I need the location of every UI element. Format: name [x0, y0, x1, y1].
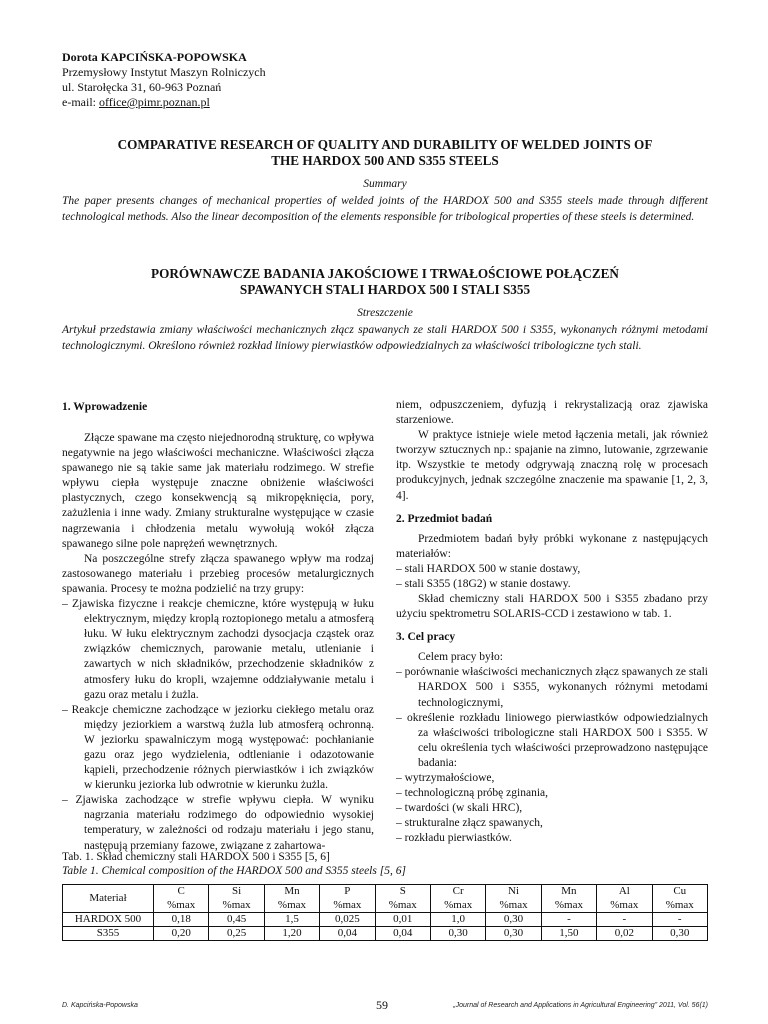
element-symbol: Mn	[284, 885, 300, 897]
chemical-composition-table	[62, 884, 708, 941]
row-material: S355	[63, 927, 154, 941]
right-column	[396, 398, 708, 846]
subject-paragraph: Przedmiotem badań były próbki wykonane z następujących materiałów:	[396, 532, 708, 560]
email-label: e-mail:	[62, 95, 99, 109]
test-item-5: – rozkładu pierwiastków.	[396, 832, 512, 845]
element-symbol: Al	[618, 885, 630, 897]
title-en-line2: THE HARDOX 500 AND S355 STEELS	[271, 153, 499, 168]
header-element	[652, 885, 707, 913]
page-number: 59	[376, 998, 388, 1012]
element-unit: %max	[333, 898, 362, 911]
table-cell: 0,30	[652, 927, 707, 941]
element-unit: %max	[167, 898, 196, 911]
title-en	[62, 137, 708, 169]
streszczenie-label: Streszczenie	[357, 307, 413, 319]
element-symbol: Ni	[508, 885, 520, 897]
intro-list-item-3: – Zjawiska zachodzące w strefie wpływu ciepła. W wyniku nagrzania materiału rodzimego do odpowiednio wysokiej temperatury, w zależności od rodzaju materiału i jego stanu, następują przemiany fazowe, związane z zahartowa-	[62, 794, 374, 852]
author-address: ul. Starołęcka 31, 60-963 Poznań	[62, 80, 222, 94]
heading-goal: 3. Cel pracy	[396, 631, 456, 644]
test-item-3: – twardości (w skali HRC),	[396, 802, 523, 815]
table-cell: 0,45	[209, 913, 264, 927]
heading-subject: 2. Przedmiot badań	[396, 512, 493, 525]
header-element	[486, 885, 541, 913]
table-cell: 0,20	[154, 927, 209, 941]
goal-intro: Celem pracy było:	[418, 651, 503, 664]
author-block	[62, 50, 266, 110]
table-cell: 1,5	[264, 913, 319, 927]
header-element	[320, 885, 375, 913]
author-institute: Przemysłowy Instytut Maszyn Rolniczych	[62, 65, 266, 79]
table-cell: 1,20	[264, 927, 319, 941]
intro-list-item-1: – Zjawiska fizyczne i reakcje chemiczne, które występują w łuku elektrycznym, między kroplą roztopionego metalu a atmosferą łuku. W łuku elektrycznym zachodzi dysocjacja cząstek oraz związków chemicznych, parowanie metalu, utlenianie i zawartych w nich składników, przechodzenie składników z atmosfery łuku do kropli, wzajemne oddziaływanie metalu i gazu oraz metalu i żużla.	[62, 598, 374, 701]
material-item-2: – stali S355 (18G2) w stanie dostawy.	[396, 577, 571, 590]
element-symbol: P	[344, 885, 351, 897]
summary-pl: Artykuł przedstawia zmiany właściwości mechanicznych złącz spawanych ze stali HARDOX 500 i S355, wykonanych różnymi metodami technologicznymi. Określono również rozkład liniowy pierwiastków odpowiedzialnych za właściwości tribologiczne tych stali.	[62, 324, 708, 352]
header-element	[430, 885, 485, 913]
header-element	[154, 885, 209, 913]
intro-paragraph-1: Złącze spawane ma często niejednorodną strukturę, co wpływa negatywnie na jego właściwości mechaniczne. Właściwości złącza spawanego nie są takie same jak materiału rodzimego. W strefie wpływu ciepła występuje znaczne obniżenie właściwości plastycznych, czego konsekwencją są mikropęknięcia, pory, zażużlenia i inne wady. Zmiany strukturalne występujące w czasie nagrzewania i chłodzenia metalu wywołują wokół złącza spawanego silne pole naprężeń wewnętrznych.	[62, 432, 374, 550]
table-cell: -	[652, 913, 707, 927]
table-cell: 0,25	[209, 927, 264, 941]
intro-paragraph-2: Na poszczególne strefy złącza spawanego wpływ ma rodzaj zastosowanego materiału i przebieg procesów metalurgicznych spawania. Procesy te można podzielić na trzy grupy:	[62, 552, 374, 595]
title-en-line1: COMPARATIVE RESEARCH OF QUALITY AND DURABILITY OF WELDED JOINTS OF	[117, 137, 653, 152]
row-material: HARDOX 500	[63, 913, 154, 927]
title-pl	[62, 266, 708, 298]
element-unit: %max	[388, 898, 417, 911]
intro-continuation: niem, odpuszczeniem, dyfuzją i rekrystalizacją oraz zjawiska starzeniowe.	[396, 399, 708, 427]
table-cell: 0,04	[375, 927, 430, 941]
table-cell: 0,30	[486, 927, 541, 941]
element-unit: %max	[222, 898, 251, 911]
header-element	[209, 885, 264, 913]
table-cell: 0,04	[320, 927, 375, 941]
table-cell: 0,01	[375, 913, 430, 927]
header-element	[597, 885, 652, 913]
element-symbol: C	[177, 885, 185, 897]
header-element	[541, 885, 596, 913]
element-unit: %max	[610, 898, 639, 911]
element-symbol: Cr	[452, 885, 464, 897]
title-pl-line2: SPAWANYCH STALI HARDOX 500 I STALI S355	[239, 282, 531, 297]
author-name: Dorota KAPCIŃSKA-POPOWSKA	[62, 50, 247, 64]
material-item-1: – stali HARDOX 500 w stanie dostawy,	[396, 562, 581, 575]
goal-item-2: – określenie rozkładu liniowego pierwiastków odpowiedzialnych za właściwości tribologiczne stali HARDOX 500 i S355. W celu określenia tych właściwości przeprowadzono następujące badania:	[396, 711, 708, 769]
element-symbol: Mn	[561, 885, 577, 897]
element-unit: %max	[277, 898, 307, 911]
table-caption-en: Table 1. Chemical composition of the HARDOX 500 and S355 steels [5, 6]	[62, 865, 406, 877]
left-column	[62, 400, 374, 854]
email-link[interactable]: office@pimr.poznan.pl	[98, 95, 210, 109]
table-caption	[62, 850, 406, 878]
table-cell: 0,18	[154, 913, 209, 927]
table-cell: 0,025	[320, 913, 375, 927]
element-symbol: S	[399, 885, 406, 897]
test-item-1: – wytrzymałościowe,	[396, 771, 495, 784]
header-material: Materiał	[63, 885, 154, 913]
table-row	[63, 927, 708, 941]
header-element	[264, 885, 319, 913]
heading-introduction: 1. Wprowadzenie	[62, 401, 148, 413]
table-cell: -	[597, 913, 652, 927]
table-cell: -	[541, 913, 596, 927]
element-unit: %max	[554, 898, 583, 911]
table-row	[63, 913, 708, 927]
methods-paragraph: W praktyce istnieje wiele metod łączenia metali, jak również tworzyw sztucznych np.: spajanie na zimno, lutowanie, zgrzewanie itp. Wszystkie te metody odgrywają znaczną rolę w procesach produkcyjnych, jednak szczególne znaczenie ma spawanie [1, 2, 3, 4].	[396, 429, 708, 502]
title-pl-line1: PORÓWNAWCZE BADANIA JAKOŚCIOWE I TRWAŁOŚCIOWE POŁĄCZEŃ	[151, 266, 619, 281]
test-item-4: – strukturalne złącz spawanych,	[396, 817, 543, 830]
intro-list-item-2: – Reakcje chemiczne zachodzące w jeziorku ciekłego metalu oraz między jeziorkiem a warstwą żużla lub atmosferą ochronną. W jeziorku spawalniczym mogą występować: pochłanianie gazu oraz jego wydzielenia, odtlenianie i odazotowanie kąpieli, przechodzenie różnych pierwiastków i ich związków w kierunku jeziorka lub odwrotnie w kierunku żużla.	[62, 703, 374, 792]
element-unit: %max	[444, 898, 473, 911]
summary-label: Summary	[363, 178, 407, 190]
table-cell: 0,02	[597, 927, 652, 941]
element-unit: %max	[499, 898, 528, 911]
element-unit: %max	[665, 898, 694, 911]
test-item-2: – technologiczną próbę zginania,	[396, 787, 548, 800]
goal-item-1: – porównanie właściwości mechanicznych złącz spawanych ze stali HARDOX 500 i S355, wykonanych różnymi metodami technologicznymi,	[396, 666, 708, 709]
table-cell: 0,30	[430, 927, 485, 941]
element-symbol: Si	[231, 885, 242, 897]
header-element	[375, 885, 430, 913]
table-header-row	[63, 885, 708, 913]
footer-journal: „Journal of Research and Applications in Agricultural Engineering” 2011, Vol. 56(1)	[453, 1002, 708, 1009]
table-caption-pl: Tab. 1. Skład chemiczny stali HARDOX 500 i S355 [5, 6]	[62, 851, 330, 863]
table-cell: 0,30	[486, 913, 541, 927]
summary-en: The paper presents changes of mechanical properties of welded joints of the HARDOX 500 and S355 steels made through different technological methods. Also the linear decomposition of the elements responsible for tribological properties of these steels is determined.	[62, 195, 708, 223]
author-email-line	[62, 95, 266, 110]
element-symbol: Cu	[673, 885, 687, 897]
composition-paragraph: Skład chemiczny stali HARDOX 500 i S355 zbadano przy użyciu spektrometru SOLARIS-CCD i zestawiono w tab. 1.	[396, 593, 708, 621]
footer-author: D. Kapcińska-Popowska	[62, 1002, 138, 1009]
table-cell: 1,50	[541, 927, 596, 941]
table-cell: 1,0	[430, 913, 485, 927]
